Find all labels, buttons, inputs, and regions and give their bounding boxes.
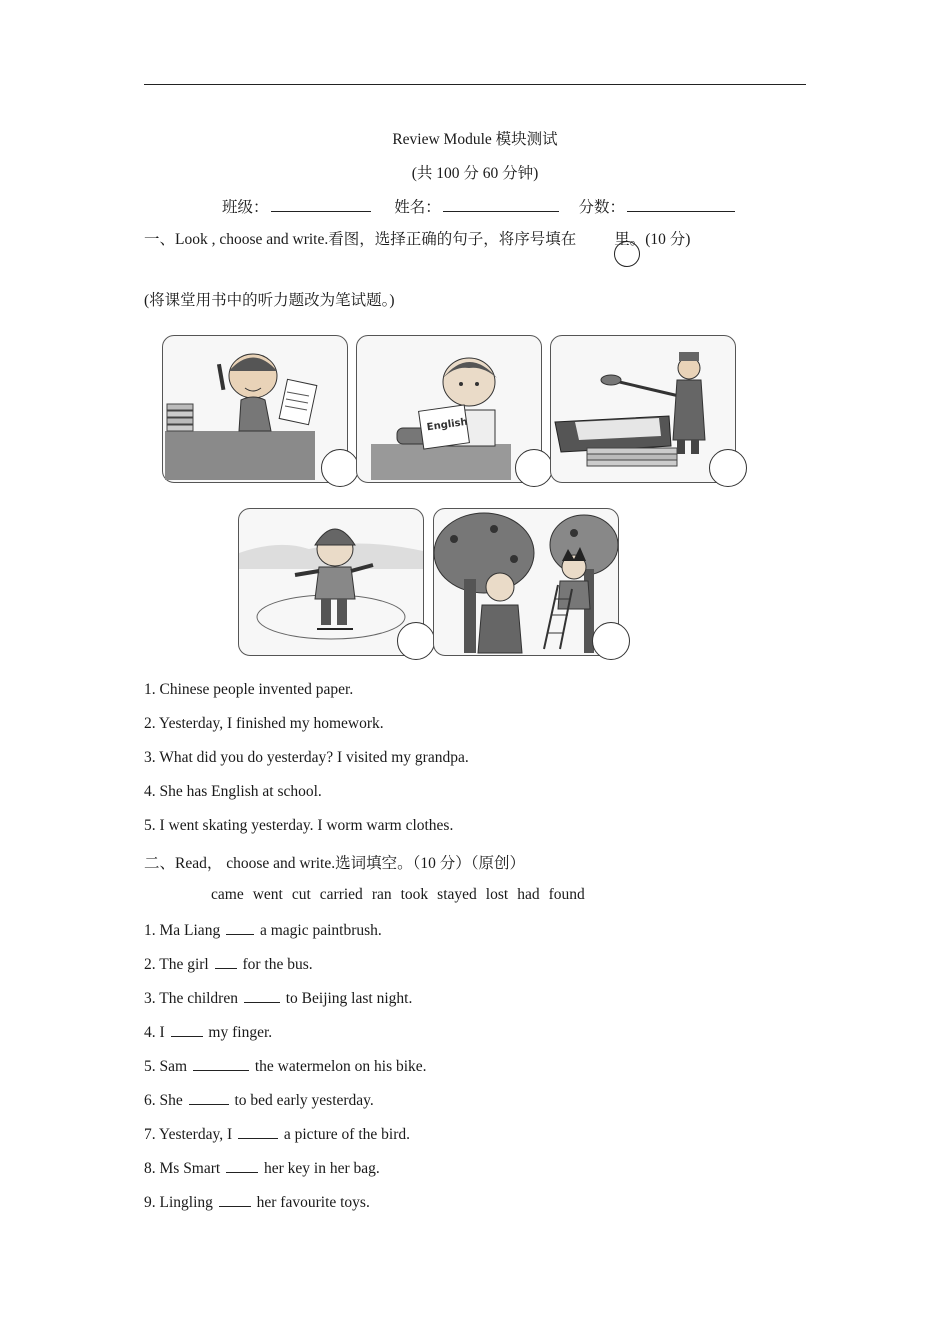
fill-blank[interactable] [244,988,280,1003]
answer-circle-5[interactable] [592,622,630,660]
fill-blank[interactable] [189,1090,229,1105]
fill-blank[interactable] [219,1192,251,1207]
name-label: 姓名： [394,199,441,216]
fill-item-1 [144,920,382,940]
word-bank-item: went [252,886,283,903]
answer-circle-1[interactable] [321,449,359,487]
picture-grandpa-apples [433,508,619,656]
word-bank-item: cut [291,886,311,903]
fill-item-text: my finger. [208,1024,273,1041]
class-label: 班级： [222,199,269,216]
fill-item-text: 5. Sam [144,1058,188,1075]
page-title: Review Module 模块测试 [392,131,558,148]
picture-papermaking [550,335,736,483]
word-bank-item: found [548,886,585,903]
fill-blank[interactable] [238,1124,278,1139]
score-label: 分数： [578,199,626,216]
fill-item-text: her favourite toys. [256,1194,370,1211]
picture-girl-skating [238,508,424,656]
fill-item-text: 9. Lingling [144,1194,213,1211]
fill-item-text: to bed early yesterday. [234,1092,374,1109]
fill-item-text: the watermelon on his bike. [254,1058,427,1075]
man-writing-illustration [163,336,347,482]
fill-item-text: 1. Ma Liang [144,922,221,939]
word-bank-item: took [400,886,429,903]
fill-item-8 [144,1158,380,1178]
word-bank-item: ran [371,886,392,903]
fill-item-text: 7. Yesterday, I [144,1126,233,1143]
answer-circle-example [614,241,640,267]
answer-circle-3[interactable] [709,449,747,487]
page-subtitle: (共 100 分 60 分钟) [411,165,539,182]
word-bank [211,886,594,904]
fill-blank[interactable] [226,1158,258,1173]
fill-item-text: her key in her bag. [263,1160,380,1177]
fill-item-text: 6. She [144,1092,183,1109]
fill-item-text: a magic paintbrush. [259,922,382,939]
fill-blank[interactable] [171,1022,203,1037]
section2-heading: 二、Read， choose and write.选词填空。（10 分）（原创） [144,855,525,872]
fill-item-9 [144,1192,370,1212]
fill-item-4 [144,1022,272,1042]
section1-heading-text: 一、Look , choose and write.看图，选择正确的句子，将序号填在 [144,231,577,248]
fill-item-text: 3. The children [144,990,238,1007]
fill-item-2 [144,954,313,974]
fill-blank[interactable] [226,920,254,935]
section1-heading [144,227,690,249]
girl-reading-illustration [357,336,541,482]
answer-circle-2[interactable] [515,449,553,487]
book-title-text: English [426,416,469,434]
fill-item-text: to Beijing last night. [285,990,413,1007]
answer-circle-4[interactable] [397,622,435,660]
s1-sentence-5: 5. I went skating yesterday. I worm warm clothes. [144,817,454,834]
s1-sentence-2: 2. Yesterday, I finished my homework. [144,715,384,732]
header-rule [144,84,806,85]
picture-girl-reading [356,335,542,483]
papermaking-illustration [551,336,735,482]
fill-item-7 [144,1124,410,1144]
fill-item-text: 2. The girl [144,956,209,973]
word-bank-item: had [517,886,540,903]
class-field[interactable] [271,197,371,212]
s1-sentence-4: 4. She has English at school. [144,783,322,800]
word-bank-item: stayed [437,886,477,903]
fill-item-text: 8. Ms Smart [144,1160,221,1177]
grandpa-apples-illustration [434,509,618,655]
s1-sentence-1: 1. Chinese people invented paper. [144,681,354,698]
fill-item-text: a picture of the bird. [283,1126,410,1143]
word-bank-item: lost [485,886,509,903]
word-bank-item: carried [319,886,363,903]
fill-item-text: for the bus. [242,956,313,973]
name-field[interactable] [443,197,559,212]
section1-note: (将课堂用书中的听力题改为笔试题。) [144,292,395,309]
fill-blank[interactable] [215,954,237,969]
score-field[interactable] [627,197,735,212]
student-info [222,195,737,217]
fill-blank[interactable] [193,1056,249,1071]
girl-skating-illustration [239,509,423,655]
fill-item-text: 4. I [144,1024,165,1041]
fill-item-6 [144,1090,374,1110]
fill-item-5 [144,1056,427,1076]
word-bank-item: came [211,886,244,903]
section1-heading-tail: 里。(10 分) [614,231,691,248]
picture-man-writing [162,335,348,483]
s1-sentence-3: 3. What did you do yesterday? I visited my grandpa. [144,749,469,766]
fill-item-3 [144,988,412,1008]
